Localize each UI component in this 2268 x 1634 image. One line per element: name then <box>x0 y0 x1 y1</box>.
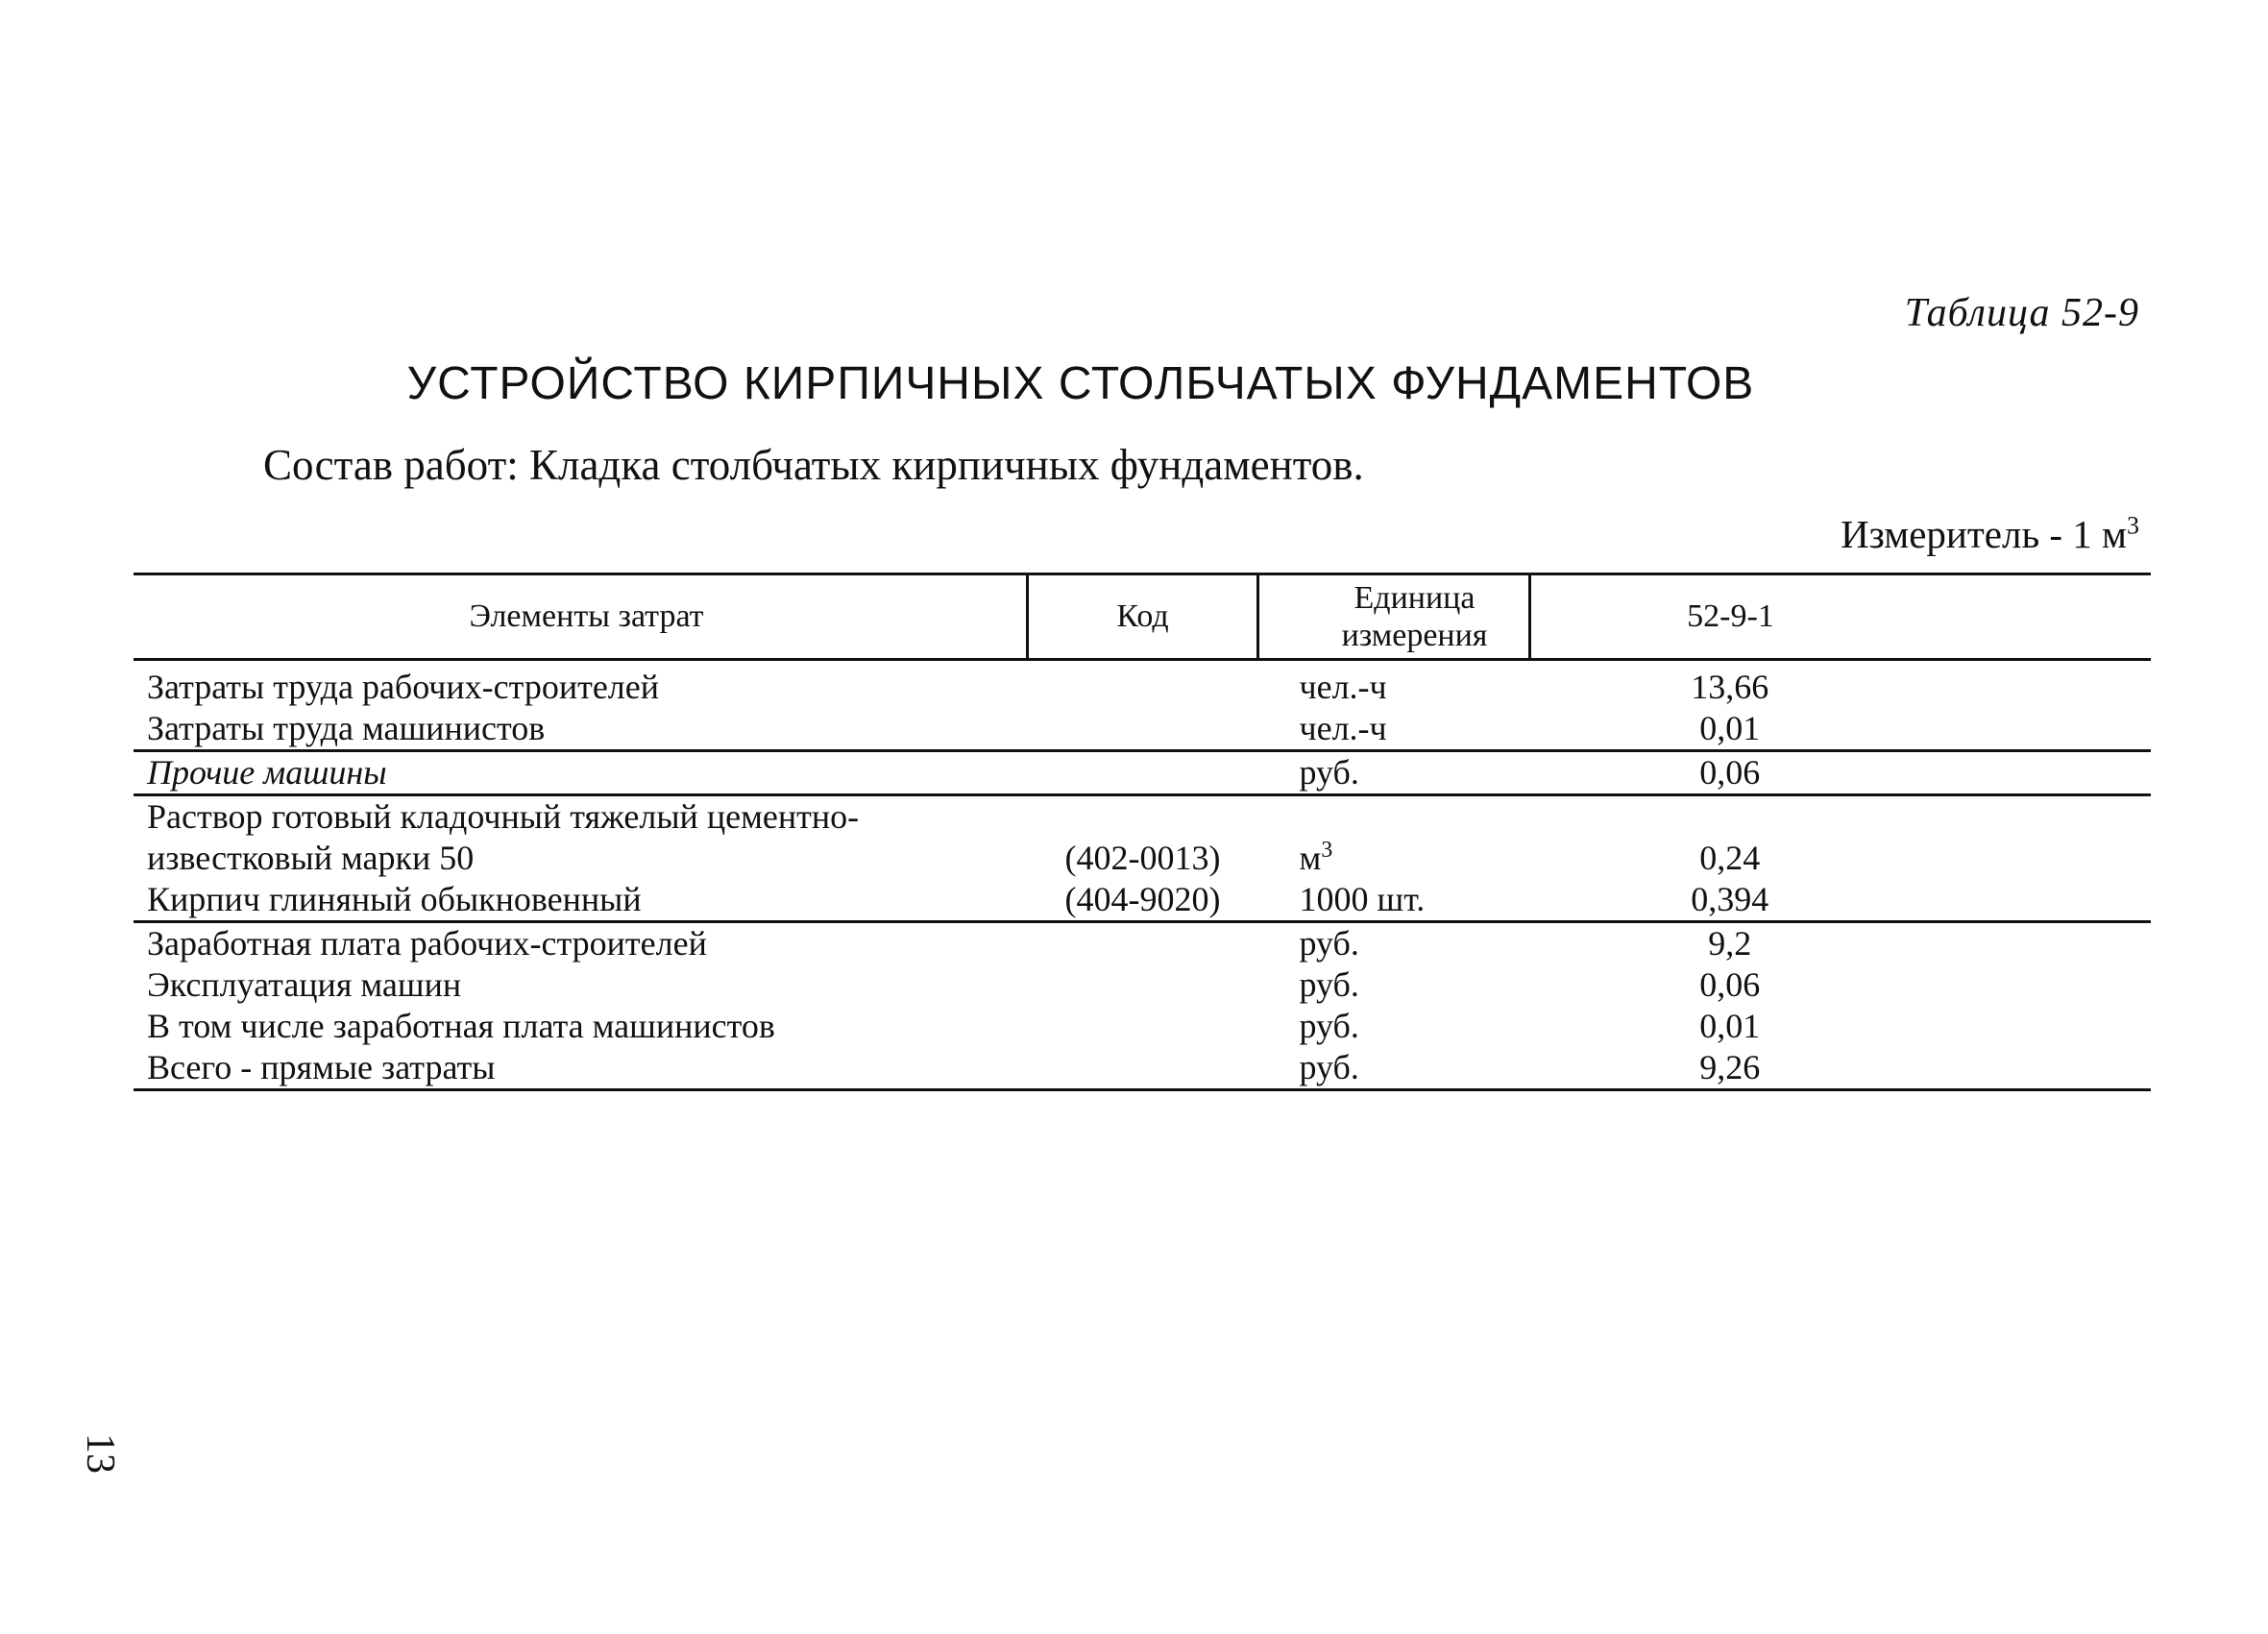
row-name: Всего - прямые затраты <box>134 1047 1028 1090</box>
row-unit: руб. <box>1299 1007 1359 1045</box>
row-unit: руб. <box>1258 1047 1530 1090</box>
row-value: 9,2 <box>1708 924 1752 963</box>
row-unit-sup: 3 <box>1321 838 1333 863</box>
row-code <box>1028 964 1258 1006</box>
row-unit: чел.-ч <box>1299 668 1387 706</box>
row-value: 0,01 <box>1699 1007 1761 1045</box>
row-value: 13,66 <box>1691 668 1769 706</box>
row-code <box>1028 1047 1258 1090</box>
table-row <box>134 879 2151 922</box>
row-value: 0,24 <box>1699 839 1761 877</box>
measure-sup: 3 <box>2127 511 2139 540</box>
row-value: 0,01 <box>1530 708 2152 751</box>
row-name: Затраты труда машинистов <box>134 708 1028 751</box>
table-row <box>134 1006 2151 1047</box>
table-row <box>134 964 2151 1006</box>
row-unit: чел.-ч <box>1258 708 1530 751</box>
row-value <box>1530 795 2152 839</box>
row-code <box>1028 751 1258 795</box>
page-number: 13 <box>78 1433 122 1474</box>
row-unit: руб. <box>1258 751 1530 795</box>
row-name: известковый марки 50 <box>147 839 475 877</box>
table-row <box>134 1047 2151 1090</box>
header-code: Код <box>1028 574 1258 660</box>
header-value: 52-9-1 <box>1530 574 2152 660</box>
row-value: 0,06 <box>1699 965 1761 1004</box>
table-header-row <box>134 574 2151 660</box>
row-code <box>1028 660 1258 709</box>
row-unit: руб. <box>1299 965 1359 1004</box>
table-row <box>134 708 2151 751</box>
table-row <box>134 660 2151 709</box>
cost-table <box>134 573 2151 1091</box>
row-name: Затраты труда рабочих-строителей <box>147 668 660 706</box>
row-code: (402-0013) <box>1064 839 1221 877</box>
row-value: 0,394 <box>1530 879 2152 922</box>
row-code <box>1028 708 1258 751</box>
table-row <box>134 751 2151 795</box>
row-unit: 1000 шт. <box>1258 879 1530 922</box>
row-code <box>1028 795 1258 839</box>
measure-label: Измеритель - 1 м <box>1841 512 2127 556</box>
row-name: Прочие машины <box>134 751 1028 795</box>
header-unit-line2: измерения <box>1341 618 1488 653</box>
work-composition: Состав работ: Кладка столбчатых кирпичных фундаментов. <box>263 441 1364 489</box>
header-elements: Элементы затрат <box>134 574 1028 660</box>
row-name: Заработная плата рабочих-строителей <box>147 924 707 963</box>
row-unit: руб. <box>1299 924 1359 963</box>
row-code: (404-9020) <box>1028 879 1258 922</box>
row-unit <box>1258 795 1530 839</box>
table-number: Таблица 52-9 <box>1904 291 2139 335</box>
table-row <box>134 795 2151 839</box>
header-unit <box>1258 574 1530 660</box>
header-unit-line1: Единица <box>1353 579 1475 616</box>
document-title: УСТРОЙСТВО КИРПИЧНЫХ СТОЛБЧАТЫХ ФУНДАМЕНТОВ <box>406 358 1755 409</box>
table-row <box>134 838 2151 879</box>
row-unit <box>1258 838 1530 879</box>
row-code <box>1028 1006 1258 1047</box>
row-name: Раствор готовый кладочный тяжелый цементно- <box>147 797 860 836</box>
measurement-unit <box>1841 511 2139 557</box>
table-row <box>134 922 2151 965</box>
row-code <box>1028 922 1258 965</box>
row-name: В том числе заработная плата машинистов <box>147 1007 775 1045</box>
row-unit-text: м <box>1299 839 1322 877</box>
row-value: 9,26 <box>1530 1047 2152 1090</box>
row-name: Эксплуатация машин <box>147 965 462 1004</box>
row-name: Кирпич глиняный обыкновенный <box>134 879 1028 922</box>
row-value: 0,06 <box>1530 751 2152 795</box>
